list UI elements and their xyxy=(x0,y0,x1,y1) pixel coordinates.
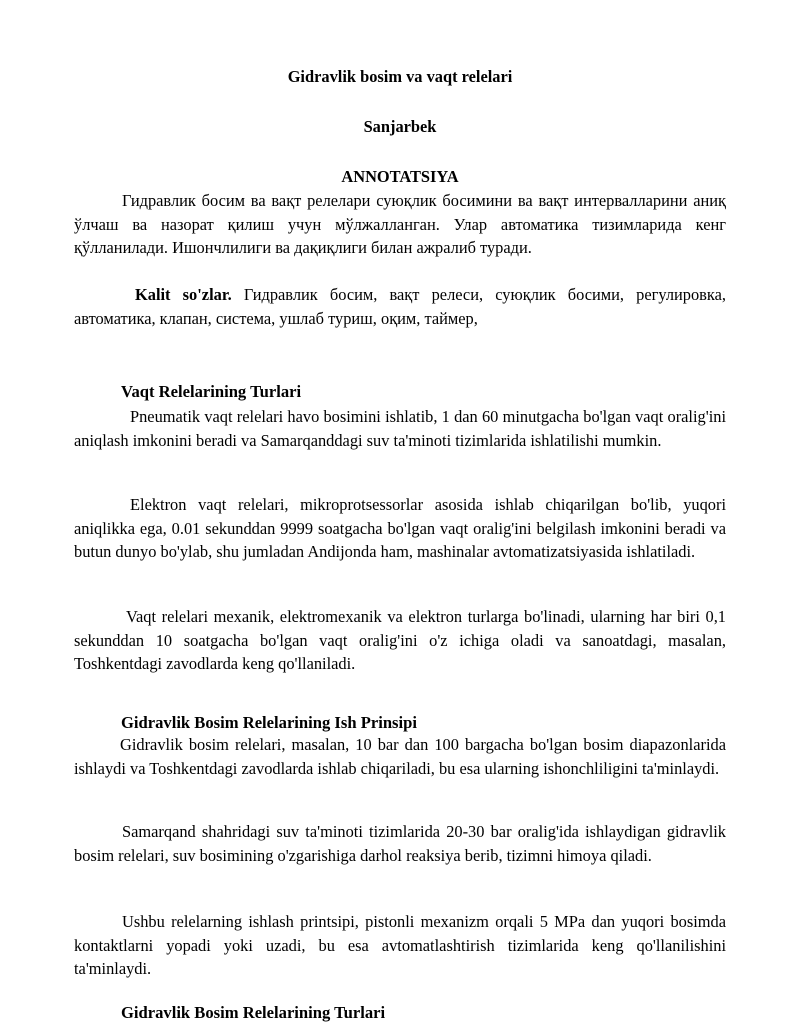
keywords-label: Kalit so'zlar. xyxy=(135,285,232,304)
section-heading-vaqt-relelari: Vaqt Relelarining Turlari xyxy=(121,382,302,401)
annotation-heading: ANNOTATSIYA xyxy=(341,167,459,186)
section1-paragraph-3: Vaqt relelari mexanik, elektromexanik va elektron turlarga bo'linadi, ularning har biri 0,1 sekunddan 10 soatgacha bo'lgan vaqt oralig'ini o'z ichiga oladi va sanoatdagi, masalan, Toshkentdagi zavodlarda keng qo'llaniladi. xyxy=(74,607,726,673)
section-heading-bosim-relelari-turlari: Gidravlik Bosim Relelarining Turlari xyxy=(121,1003,386,1022)
annotation-paragraph: Гидравлик босим ва вақт релелари суюқлик босимини ва вақт интервалларини аниқ ўлчаш ва назорат қилиш учун мўлжалланган. Улар автоматика тизимларида кенг қўлланилади. Ишончлилиги ва дақиқлиги билан ажралиб туради. xyxy=(74,191,726,257)
keywords-paragraph xyxy=(74,283,726,330)
section2-paragraph-3: Ushbu relelarning ishlash printsipi, pistonli mexanizm orqali 5 MPa dan yuqori bosimda kontaktlarni yopadi yoki uzadi, bu esa avtomatlashtirish tizimlarida keng qo'llanilishini ta'minlaydi. xyxy=(74,912,726,978)
section-heading-ish-prinsipi: Gidravlik Bosim Relelarining Ish Prinsipi xyxy=(121,713,417,732)
section2-paragraph-1: Gidravlik bosim relelari, masalan, 10 bar dan 100 bargacha bo'lgan bosim diapazonlarida ishlaydi va Toshkentdagi zavodlarda ishlab chiqariladi, bu esa ularning ishonchliligini ta'minlaydi. xyxy=(74,735,726,778)
section1-paragraph-2: Elektron vaqt relelari, mikroprotsessorlar asosida ishlab chiqarilgan bo'lib, yuqori aniqlikka ega, 0.01 sekunddan 9999 soatgacha bo'lgan vaqt oralig'ini belgilash imkonini beradi va butun dunyo bo'ylab, shu jumladan Andijonda ham, mashinalar avtomatizatsiyasida ishlatiladi. xyxy=(74,495,726,561)
keywords-text: Гидравлик босим, вақт релеси, суюқлик босими, регулировка, автоматика, клапан, система, ушлаб туриш, оқим, таймер, xyxy=(74,285,726,328)
section1-paragraph-1: Pneumatik vaqt relelari havo bosimini ishlatib, 1 dan 60 minutgacha bo'lgan vaqt oralig'ini aniqlash imkonini beradi va Samarqanddagi suv ta'minoti tizimlarida ishlatilishi mumkin. xyxy=(74,407,726,450)
author-name: Sanjarbek xyxy=(363,117,437,136)
section2-paragraph-2: Samarqand shahridagi suv ta'minoti tizimlarida 20-30 bar oralig'ida ishlaydigan gidravlik bosim relelari, suv bosimining o'zgarishiga darhol reaksiya berib, tizimni himoya qiladi. xyxy=(74,822,726,865)
document-title: Gidravlik bosim va vaqt relelari xyxy=(287,67,513,86)
